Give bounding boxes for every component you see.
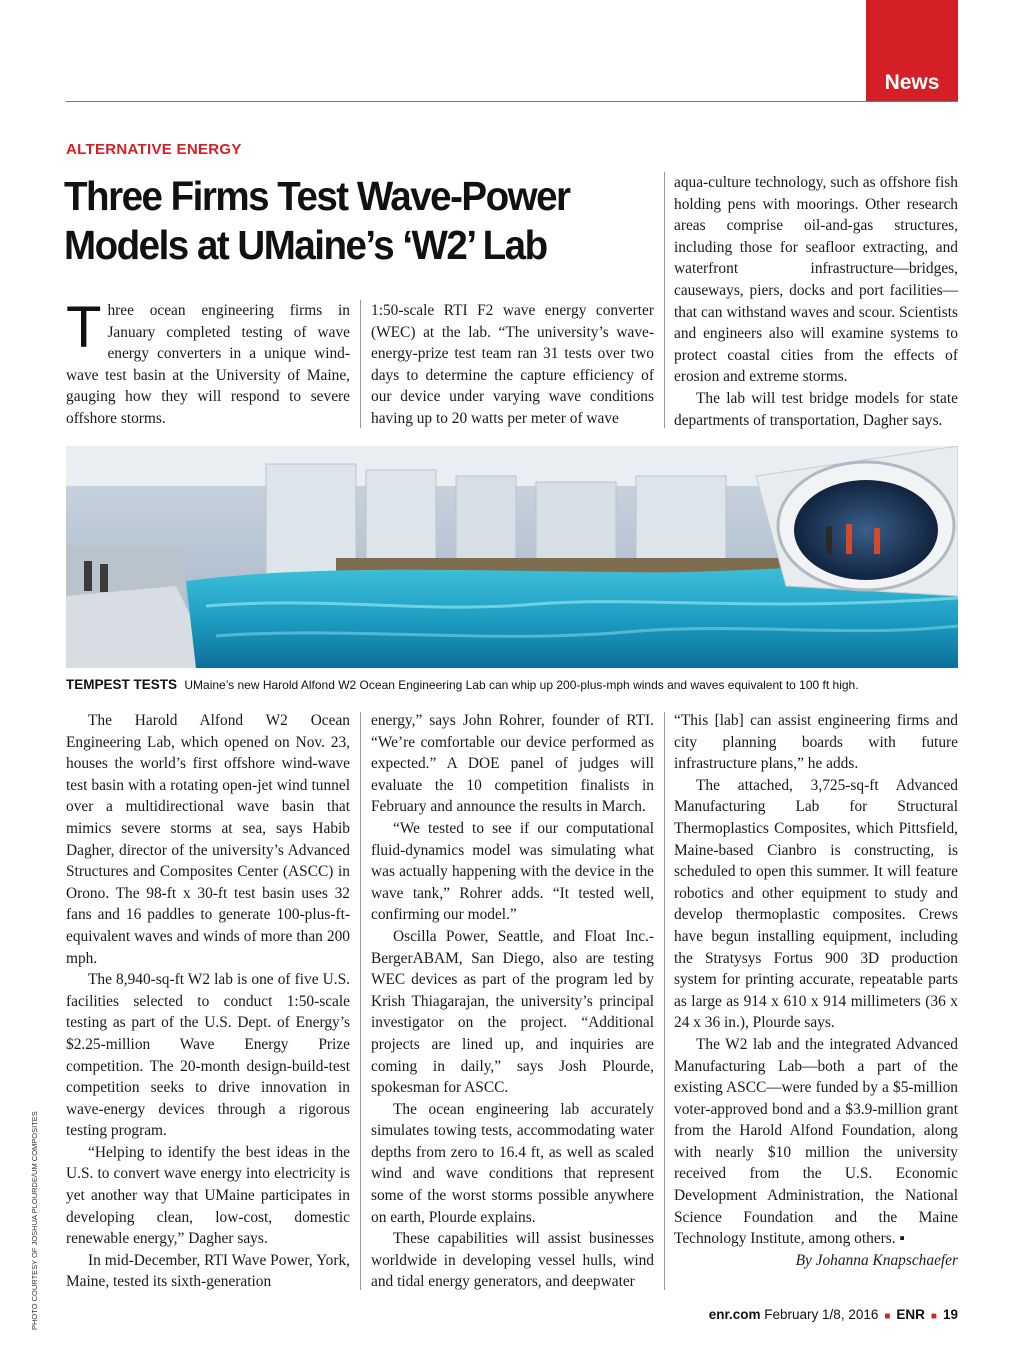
body-paragraph: In mid-December, RTI Wave Power, York, Maine, tested its sixth-generation	[66, 1251, 350, 1291]
intro-column-1	[66, 295, 350, 430]
headline-line-1: Three Firms Test Wave-Power	[64, 173, 570, 219]
body-paragraph: The 8,940-sq-ft W2 lab is one of five U.S. facilities selected to conduct 1:50-scale testing as part of the U.S. Dept. of Energy’s $2.25-million Wave Energy Prize competition. The 20-month design-build-test competition seeks to drive innovation in wave-energy devices through a rigorous testing program.	[66, 971, 350, 1140]
body-column-2	[371, 710, 654, 1293]
body-paragraph: The attached, 3,725-sq-ft Advanced Manufacturing Lab for Structural Thermoplastics Composites, which Pittsfield, Maine-based Cianbro is constructing, is scheduled to open this summer. It will feature robotics and other equipment to study and develop thermoplastic composites. Crews have begun installing equipment, including the Stratysys Fortus 900 3D production system for printing accurate, repeatable parts as large as 914 x 610 x 914 millimeters (36 x 24 x 36 in.), Plourde says.	[674, 776, 958, 1032]
intro-paragraph-4: The lab will test bridge models for state departments of transportation, Dagher says.	[674, 389, 958, 429]
section-label: ALTERNATIVE ENERGY	[66, 141, 242, 158]
separator-square-icon: ■	[930, 1311, 937, 1322]
news-section-tab	[866, 0, 958, 101]
body-paragraph: The ocean engineering lab accurately simulates towing tests, accommodating water depths from zero to 16.4 ft, as well as scaled wind and wave conditions that represent some of the worst storms possible anywhere on earth, Plourde explains.	[371, 1100, 654, 1226]
column-divider	[664, 172, 665, 428]
body-paragraph: “This [lab] can assist engineering firms and city planning boards with future infrastructure plans,” he adds.	[674, 712, 958, 773]
news-tab-label: News	[884, 71, 940, 94]
footer-date: February 1/8, 2016	[764, 1307, 879, 1322]
footer-publication: ENR	[896, 1307, 925, 1322]
photo-caption	[66, 677, 958, 693]
body-paragraph: The W2 lab and the integrated Advanced Manufacturing Lab—both a part of the existing ASCC—were funded by a $5-million voter-approved bond and a $3.9-million grant from the Harold Alfond Foundation, along with nearly $10 million the university received from the U.S. Economic Development Administration, the National Science Foundation and the Maine Technology Institute, among others. ▪	[674, 1035, 958, 1248]
photo-credit: PHOTO COURTESY OF JOSHUA PLOURDE/UM COMPOSITES	[30, 1111, 39, 1330]
top-rule	[66, 101, 958, 102]
caption-text: UMaine’s new Harold Alfond W2 Ocean Engineering Lab can whip up 200-plus-mph winds and waves equivalent to 100 ft high.	[184, 678, 859, 692]
body-paragraph: “We tested to see if our computational fluid-dynamics model was simulating what was actually happening with the device in the wave tank,” Rohrer adds. “It tested well, confirming our model.”	[371, 819, 654, 924]
body-paragraph: These capabilities will assist businesses worldwide in developing vessel hulls, wind and tidal energy generators, and deepwater	[371, 1230, 654, 1291]
page-number: 19	[942, 1307, 958, 1322]
footer-site-link[interactable]: enr.com	[708, 1307, 761, 1322]
separator-square-icon: ■	[884, 1311, 891, 1322]
caption-label: TEMPEST TESTS	[66, 677, 178, 692]
headline	[64, 172, 619, 270]
drop-cap: T	[66, 295, 102, 360]
body-paragraph: “Helping to identify the best ideas in the U.S. to convert wave energy into electricity is yet another way that UMaine participates in developing clean, low-cost, domestic renewable energy,” Dagher says.	[66, 1143, 350, 1248]
body-paragraph: Oscilla Power, Seattle, and Float Inc.-BergerABAM, San Diego, also are testing WEC devices as part of the program led by Krish Thiagarajan, the university’s principal investigator on the project. “Additional projects are lined up, and inquiries are coming in daily,” says Josh Plourde, spokesman for ASCC.	[371, 927, 654, 1097]
column-divider	[360, 712, 361, 1290]
wave-basin-photo	[66, 446, 958, 668]
intro-paragraph-2: 1:50-scale RTI F2 wave energy converter (WEC) at the lab. “The university’s wave-energy-prize test team ran 31 tests over two days to determine the capture efficiency of our device under varying wave conditions having up to 20 watts per meter of wave	[371, 302, 654, 427]
body-column-3	[674, 710, 958, 1271]
body-paragraph: energy,” says John Rohrer, founder of RTI. “We’re comfortable our device performed as expected.” A DOE panel of judges will evaluate the 10 competition finalists in February and announce the results in March.	[371, 712, 654, 816]
page-footer	[709, 1307, 958, 1322]
column-divider	[360, 300, 361, 428]
intro-column-2	[371, 300, 654, 430]
byline: By Johanna Knapschaefer	[795, 1251, 958, 1269]
intro-column-3	[674, 172, 958, 431]
intro-paragraph-1: hree ocean engineering firms in January completed testing of wave energy converters in a unique wind-wave test basin at the University of Maine, gauging how they will respond to severe offshore storms.	[66, 302, 350, 427]
intro-paragraph-3: aqua-culture technology, such as offshore fish holding pens with moorings. Other research areas comprise oil-and-gas structures, including those for seafloor extracting, and waterfront infrastructure—bridges, causeways, piers, docks and port facilities—that can withstand waves and scour. Scientists and engineers also will examine systems to protect coastal cities from the effects of erosion and extreme storms.	[674, 174, 958, 386]
column-divider	[664, 712, 665, 1290]
headline-line-2: Models at UMaine’s ‘W2’ Lab	[64, 222, 547, 268]
body-paragraph: The Harold Alfond W2 Ocean Engineering Lab, which opened on Nov. 23, houses the world’s first offshore wind-wave test basin with a rotating open-jet wind tunnel over a multidirectional wave basin that mimics severe storms at sea, says Habib Dagher, director of the university’s Advanced Structures and Composites Center (ASCC) in Orono. The 98-ft x 30-ft test basin uses 32 fans and 16 paddles to generate 100-plus-ft-equivalent waves and winds of more than 200 mph.	[66, 712, 350, 967]
body-column-1	[66, 710, 350, 1293]
